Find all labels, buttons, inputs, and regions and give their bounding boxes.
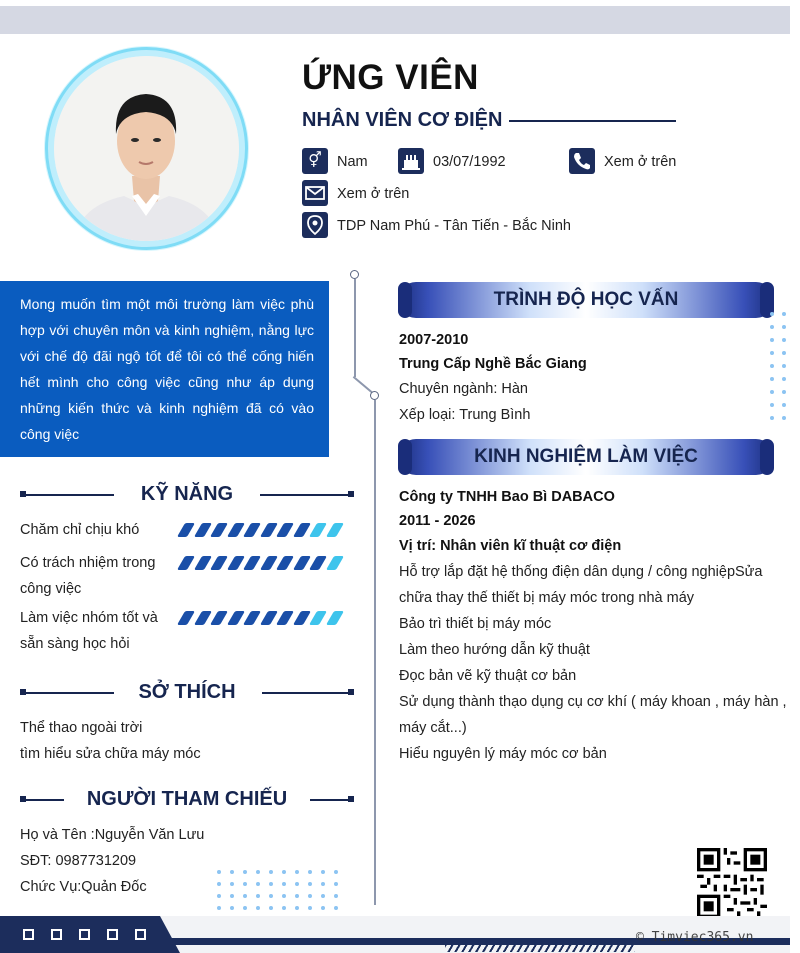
skill-label-cont: sẵn sàng học hỏi bbox=[20, 636, 130, 652]
decorative-dot bbox=[321, 870, 325, 874]
skill-segment bbox=[325, 611, 343, 625]
decorative-dot bbox=[256, 870, 260, 874]
decorative-dot bbox=[770, 351, 774, 355]
decorative-dot bbox=[295, 906, 299, 910]
phone-value: Xem ở trên bbox=[604, 154, 677, 170]
skill-segment bbox=[292, 556, 310, 570]
skill-segment bbox=[325, 556, 343, 570]
decorative-dot bbox=[321, 894, 325, 898]
decorative-dots bbox=[217, 870, 338, 910]
gender-value: Nam bbox=[337, 154, 368, 170]
skill-segment bbox=[292, 523, 310, 537]
education-period: 2007-2010 bbox=[399, 332, 469, 348]
decorative-dot bbox=[770, 390, 774, 394]
gender-icon: ⚥ bbox=[302, 148, 328, 174]
title-divider bbox=[509, 120, 676, 122]
experience-duty: Làm theo hướng dẫn kỹ thuật bbox=[399, 642, 590, 658]
profile-photo bbox=[54, 56, 239, 241]
avatar bbox=[45, 47, 248, 250]
heading-rule bbox=[23, 799, 64, 801]
skill-segment bbox=[193, 611, 211, 625]
decorative-dot bbox=[230, 894, 234, 898]
decorative-dot bbox=[334, 870, 338, 874]
decorative-dot bbox=[770, 325, 774, 329]
skill-segment bbox=[210, 523, 228, 537]
footer-square bbox=[51, 929, 62, 940]
career-objective-text: Mong muốn tìm một môi trường làm việc phù hợp với chuyên môn và kinh nghiệm, nằng lực với chế độ đãi ngộ tốt để tôi có thể cống hiến hết mình cho công việc cũng như áp dụng những kiến thức và kinh nghiệm đã có vào công việc bbox=[20, 296, 314, 442]
decorative-dot bbox=[243, 894, 247, 898]
decorative-dot bbox=[282, 882, 286, 886]
decorative-dot bbox=[230, 906, 234, 910]
decorative-dot bbox=[243, 882, 247, 886]
experience-heading: KINH NGHIỆM LÀM VIỆC bbox=[474, 446, 698, 467]
decorative-dot bbox=[243, 906, 247, 910]
decorative-dot bbox=[282, 894, 286, 898]
timeline-node-top bbox=[350, 270, 359, 279]
decorative-dot bbox=[230, 882, 234, 886]
decorative-dot bbox=[308, 906, 312, 910]
heading-rule bbox=[23, 494, 114, 496]
decorative-dot bbox=[256, 894, 260, 898]
decorative-dot bbox=[308, 870, 312, 874]
education-major: Chuyên ngành: Hàn bbox=[399, 381, 528, 397]
decorative-dot bbox=[243, 870, 247, 874]
skill-segment bbox=[210, 556, 228, 570]
skill-segment bbox=[276, 611, 294, 625]
experience-duty: chữa thay thế thiết bị máy móc trong nhà máy bbox=[399, 590, 695, 606]
reference-phone: SĐT: 0987731209 bbox=[20, 853, 137, 869]
decorative-dot bbox=[782, 416, 786, 420]
watermark: © Timviec365.vn bbox=[636, 930, 754, 945]
skill-segment bbox=[226, 556, 244, 570]
footer-square bbox=[107, 929, 118, 940]
skill-label-cont: công việc bbox=[20, 581, 82, 597]
skill-segment bbox=[243, 556, 261, 570]
experience-duty: Hỗ trợ lắp đặt hệ thống điện dân dụng / công nghiệpSửa bbox=[399, 564, 763, 580]
skill-segment bbox=[177, 611, 195, 625]
skill-label: Làm việc nhóm tốt và bbox=[20, 610, 158, 626]
phone-icon bbox=[569, 148, 595, 174]
reference-title: Chức Vụ:Quản Đốc bbox=[20, 879, 147, 895]
decorative-dot bbox=[256, 906, 260, 910]
decorative-dot bbox=[321, 882, 325, 886]
decorative-dot bbox=[321, 906, 325, 910]
decorative-dot bbox=[217, 906, 221, 910]
heading-rule bbox=[23, 692, 114, 694]
decorative-dot bbox=[295, 894, 299, 898]
experience-role: Vị trí: Nhân viên kĩ thuật cơ điện bbox=[399, 538, 622, 554]
skill-segment bbox=[259, 556, 277, 570]
decorative-dots bbox=[770, 312, 786, 420]
hobby-item: Thể thao ngoài trời bbox=[20, 720, 143, 736]
skill-segment bbox=[177, 523, 195, 537]
heading-square bbox=[348, 491, 354, 497]
skill-label: Chăm chỉ chịu khó bbox=[20, 522, 140, 538]
decorative-dot bbox=[269, 894, 273, 898]
footer-square bbox=[23, 929, 34, 940]
decorative-dot bbox=[782, 312, 786, 316]
decorative-dot bbox=[782, 325, 786, 329]
decorative-dot bbox=[770, 377, 774, 381]
skill-segment bbox=[193, 523, 211, 537]
reference-heading: NGƯỜI THAM CHIẾU bbox=[86, 788, 288, 810]
footer-square bbox=[79, 929, 90, 940]
footer-square bbox=[135, 929, 146, 940]
timeline-line-upper bbox=[354, 279, 356, 377]
decorative-dot bbox=[217, 894, 221, 898]
reference-name: Họ và Tên :Nguyễn Văn Lưu bbox=[20, 827, 205, 843]
job-title: NHÂN VIÊN CƠ ĐIỆN bbox=[302, 109, 503, 131]
experience-banner bbox=[398, 439, 774, 475]
heading-rule bbox=[310, 799, 351, 801]
skill-segment bbox=[325, 523, 343, 537]
skill-segment bbox=[259, 611, 277, 625]
decorative-dot bbox=[217, 870, 221, 874]
skill-level-bar bbox=[175, 522, 350, 538]
decorative-dot bbox=[782, 351, 786, 355]
experience-duty: máy cắt...) bbox=[399, 720, 467, 736]
skill-segment bbox=[210, 611, 228, 625]
skill-segment bbox=[259, 523, 277, 537]
decorative-dot bbox=[770, 338, 774, 342]
skills-heading: KỸ NĂNG bbox=[140, 483, 234, 505]
decorative-dot bbox=[295, 870, 299, 874]
decorative-dot bbox=[269, 882, 273, 886]
decorative-dot bbox=[782, 338, 786, 342]
skill-segment bbox=[193, 556, 211, 570]
experience-company: Công ty TNHH Bao Bì DABACO bbox=[399, 489, 615, 505]
qr-code[interactable] bbox=[696, 848, 768, 918]
decorative-dot bbox=[770, 403, 774, 407]
experience-period: 2011 - 2026 bbox=[399, 513, 476, 529]
skill-level-bar bbox=[175, 555, 350, 571]
experience-duty: Sử dụng thành thạo dụng cụ cơ khí ( máy khoan , máy hàn , bbox=[399, 694, 787, 710]
decorative-dot bbox=[230, 870, 234, 874]
decorative-dot bbox=[282, 870, 286, 874]
mail-icon bbox=[302, 180, 328, 206]
skill-segment bbox=[309, 556, 327, 570]
decorative-dot bbox=[217, 882, 221, 886]
decorative-dot bbox=[770, 312, 774, 316]
birthdate-value: 03/07/1992 bbox=[433, 154, 506, 170]
decorative-dot bbox=[334, 894, 338, 898]
skill-segment bbox=[276, 556, 294, 570]
decorative-dot bbox=[770, 364, 774, 368]
skill-label: Có trách nhiệm trong bbox=[20, 555, 156, 571]
decorative-dot bbox=[334, 906, 338, 910]
decorative-dot bbox=[308, 894, 312, 898]
footer-hatch bbox=[445, 944, 635, 952]
email-value: Xem ở trên bbox=[337, 186, 410, 202]
decorative-dot bbox=[782, 364, 786, 368]
skill-segment bbox=[226, 523, 244, 537]
decorative-dot bbox=[334, 882, 338, 886]
location-pin-icon bbox=[302, 212, 328, 238]
decorative-dot bbox=[282, 906, 286, 910]
birthday-cake-icon bbox=[398, 148, 424, 174]
candidate-name: ỨNG VIÊN bbox=[302, 58, 479, 97]
skill-segment bbox=[276, 523, 294, 537]
hobby-item: tìm hiểu sửa chữa máy móc bbox=[20, 746, 201, 762]
heading-square bbox=[348, 689, 354, 695]
skill-level-bar bbox=[175, 610, 350, 626]
decorative-dot bbox=[269, 906, 273, 910]
decorative-dot bbox=[770, 416, 774, 420]
decorative-dot bbox=[782, 390, 786, 394]
skill-segment bbox=[226, 611, 244, 625]
timeline-node-mid bbox=[370, 391, 379, 400]
decorative-dot bbox=[256, 882, 260, 886]
education-banner bbox=[398, 282, 774, 318]
experience-duty: Đọc bản vẽ kỹ thuật cơ bản bbox=[399, 668, 577, 684]
heading-rule bbox=[262, 692, 351, 694]
address-value: TDP Nam Phú - Tân Tiến - Bắc Ninh bbox=[337, 218, 571, 234]
top-band bbox=[0, 6, 790, 34]
skill-segment bbox=[177, 556, 195, 570]
decorative-dot bbox=[295, 882, 299, 886]
decorative-dot bbox=[269, 870, 273, 874]
timeline-line-lower bbox=[374, 400, 376, 905]
decorative-dot bbox=[782, 377, 786, 381]
skill-segment bbox=[243, 523, 261, 537]
experience-duty: Hiểu nguyên lý máy móc cơ bản bbox=[399, 746, 607, 762]
education-grade: Xếp loại: Trung Bình bbox=[399, 407, 531, 423]
skill-segment bbox=[309, 523, 327, 537]
decorative-dot bbox=[782, 403, 786, 407]
decorative-dot bbox=[308, 882, 312, 886]
experience-duty: Bảo trì thiết bị máy móc bbox=[399, 616, 552, 632]
hobbies-heading: SỞ THÍCH bbox=[138, 681, 236, 703]
skill-segment bbox=[292, 611, 310, 625]
education-heading: TRÌNH ĐỘ HỌC VẤN bbox=[493, 289, 679, 310]
skill-segment bbox=[309, 611, 327, 625]
education-school: Trung Cấp Nghề Bắc Giang bbox=[399, 356, 587, 372]
heading-square bbox=[348, 796, 354, 802]
heading-rule bbox=[260, 494, 351, 496]
skill-segment bbox=[243, 611, 261, 625]
